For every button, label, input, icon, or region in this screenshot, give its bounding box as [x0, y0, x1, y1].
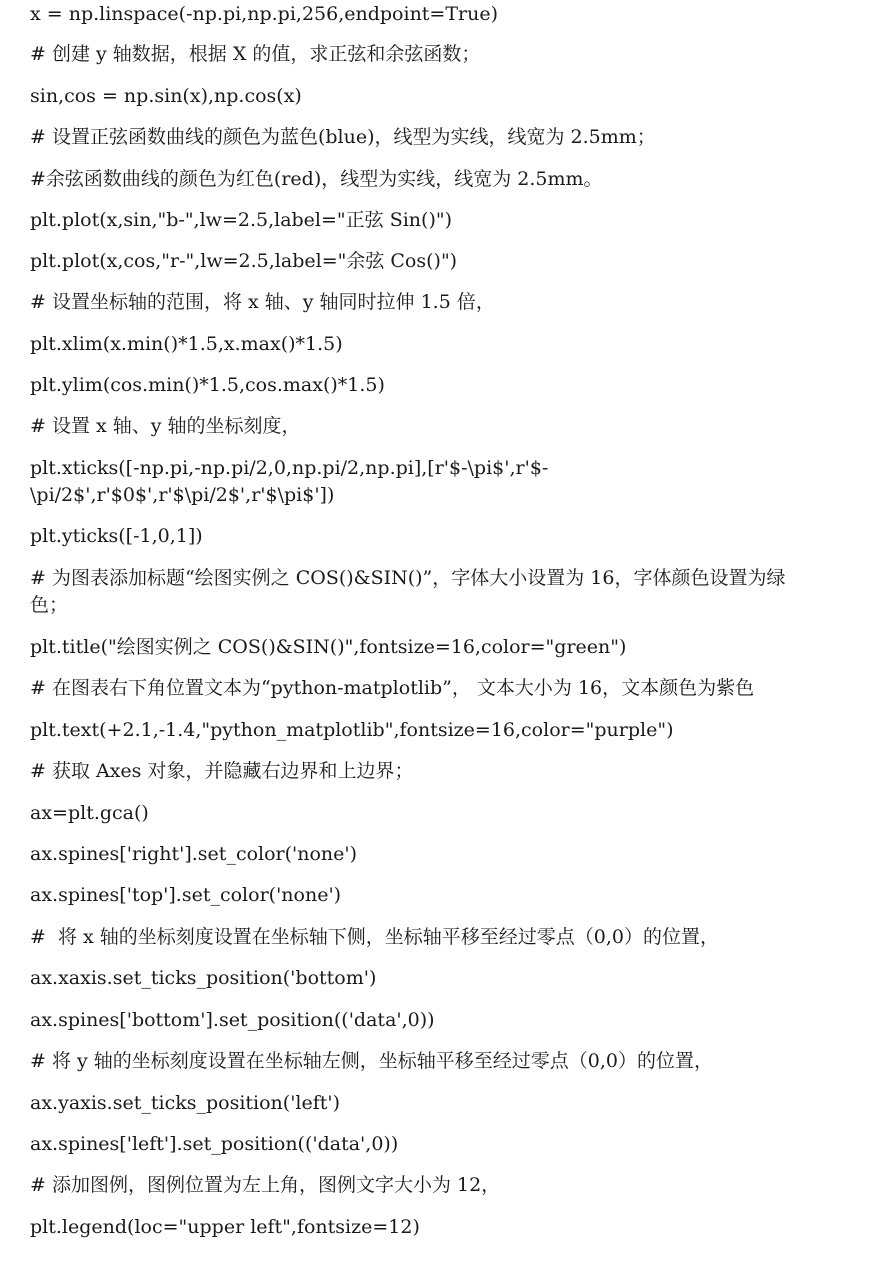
code-line-title: plt.title("绘图实例之 COS()&SIN()",fontsize=16,color="green"): [30, 636, 627, 658]
code-line-legend: plt.legend(loc="upper left",fontsize=12): [30, 1216, 420, 1238]
code-line-spine-top: ax.spines['top'].set_color('none'): [30, 884, 342, 906]
comment-line-axis-range: # 设置坐标轴的范围，将 x 轴、y 轴同时拉伸 1.5 倍，: [30, 291, 495, 313]
comment-line-text: # 在图表右下角位置文本为“python-matplotlib”， 文本大小为 16，文本颜色为紫色: [30, 677, 755, 699]
comment-line-sin-style: # 设置正弦函数曲线的颜色为蓝色(blue)，线型为实线，线宽为 2.5mm；: [30, 126, 656, 148]
comment-line-title: # 为图表添加标题“绘图实例之 COS()&SIN()”，字体大小设置为 16，字体颜色设置为绿 色；: [30, 567, 786, 616]
code-line-spine-bottom: ax.spines['bottom'].set_position(('data',0)): [30, 1009, 435, 1031]
comment-line-axes: # 获取 Axes 对象，并隐藏右边界和上边界；: [30, 760, 414, 782]
code-line-sin-cos: sin,cos = np.sin(x),np.cos(x): [30, 85, 302, 107]
comment-line-xaxis-position: # 将 x 轴的坐标刻度设置在坐标轴下侧，坐标轴平移至经过零点（0,0）的位置，: [30, 926, 720, 948]
code-line-yticks: plt.yticks([-1,0,1]): [30, 525, 203, 547]
comment-line-ticks: # 设置 x 轴、y 轴的坐标刻度，: [30, 415, 301, 437]
comment-line-yaxis-position: # 将 y 轴的坐标刻度设置在坐标轴左侧，坐标轴平移至经过零点（0,0）的位置，: [30, 1050, 713, 1072]
code-line-xlim: plt.xlim(x.min()*1.5,x.max()*1.5): [30, 333, 343, 355]
code-line-linspace: x = np.linspace(-np.pi,np.pi,256,endpoint=True): [30, 3, 499, 25]
code-line-yaxis-ticks: ax.yaxis.set_ticks_position('left'): [30, 1092, 341, 1114]
code-line-plot-sin: plt.plot(x,sin,"b-",lw=2.5,label="正弦 Sin()"): [30, 209, 453, 231]
code-line-xticks: plt.xticks([-np.pi,-np.pi/2,0,np.pi/2,np.pi],[r'$-\pi$',r'$- \pi/2$',r'$0$',r'$\pi/2$',r'$\pi$']): [30, 457, 549, 506]
code-line-ylim: plt.ylim(cos.min()*1.5,cos.max()*1.5): [30, 374, 385, 396]
code-line-spine-left: ax.spines['left'].set_position(('data',0)): [30, 1133, 399, 1155]
comment-line-create-y: # 创建 y 轴数据，根据 X 的值，求正弦和余弦函数；: [30, 43, 481, 65]
code-line-xaxis-ticks: ax.xaxis.set_ticks_position('bottom'): [30, 967, 377, 989]
code-line-plot-cos: plt.plot(x,cos,"r-",lw=2.5,label="余弦 Cos()"): [30, 250, 458, 272]
code-line-gca: ax=plt.gca(): [30, 802, 149, 824]
code-line-spine-right: ax.spines['right'].set_color('none'): [30, 843, 358, 865]
comment-line-cos-style: #余弦函数曲线的颜色为红色(red)，线型为实线，线宽为 2.5mm。: [30, 168, 603, 190]
comment-line-legend: # 添加图例，图例位置为左上角，图例文字大小为 12，: [30, 1174, 501, 1196]
code-line-text: plt.text(+2.1,-1.4,"python_matplotlib",fontsize=16,color="purple"): [30, 719, 674, 741]
